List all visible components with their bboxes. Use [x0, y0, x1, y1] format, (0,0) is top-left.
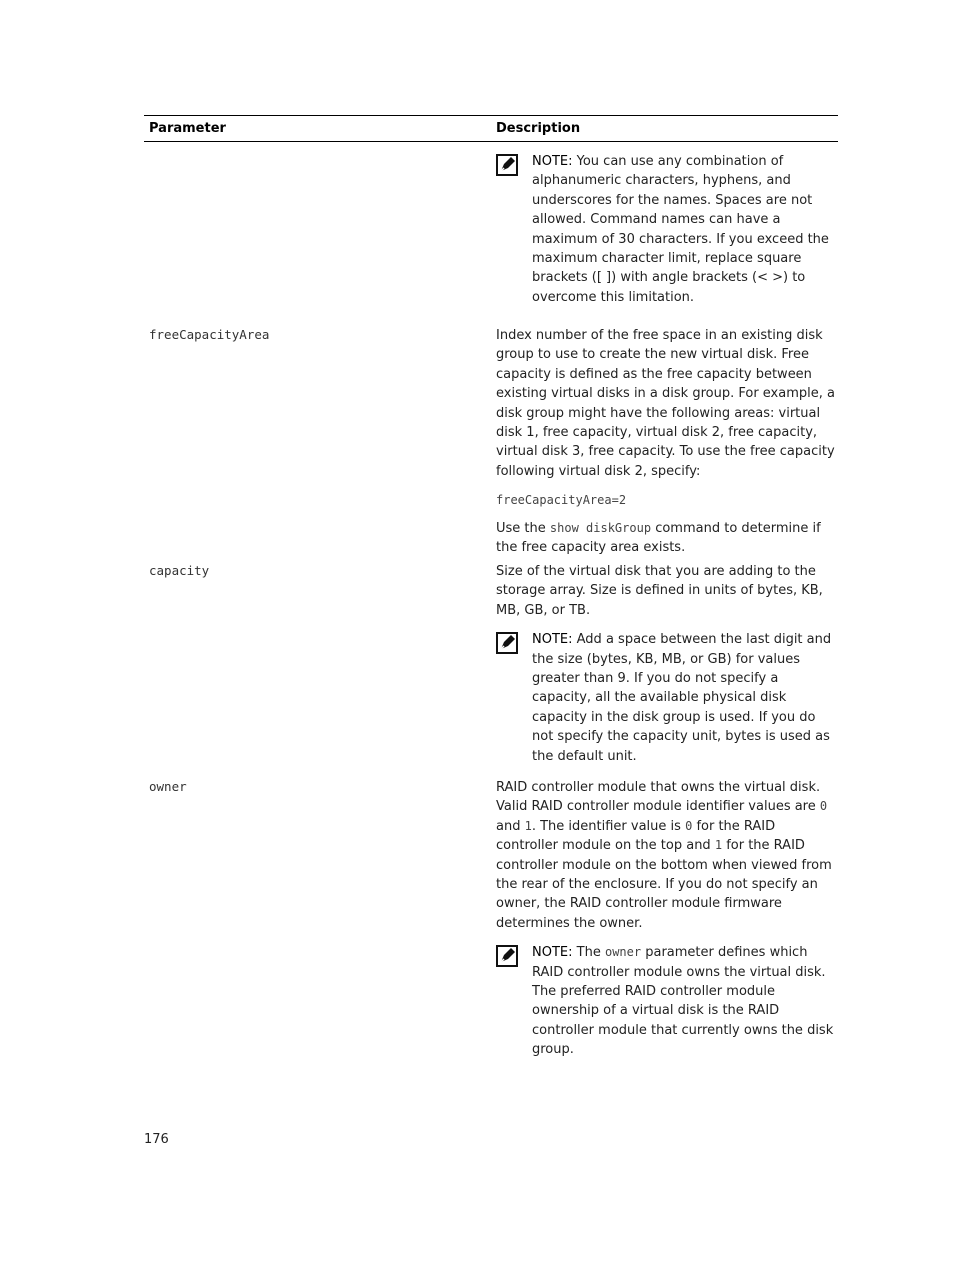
note-text: NOTE: You can use any combination of alphanumeric characters, hyphens, and underscores for the names. Spaces are not allowed. Command names can have a maximum of 30 characters. If you exceed the maximum character limit, replace square brackets ([ ]) with angle brackets (< >) to overcome this limitation. [532, 154, 829, 305]
pencil-note-icon [496, 943, 532, 1059]
header-description: Description [496, 121, 581, 136]
param-cell: capacity [149, 563, 210, 578]
note-label: NOTE: [532, 154, 573, 169]
param-cell: freeCapacityArea [149, 327, 270, 342]
header-parameter: Parameter [149, 121, 226, 136]
note-block [496, 630, 838, 766]
table-row [144, 326, 838, 562]
param-cell: owner [149, 779, 187, 794]
desc-cell [491, 778, 838, 1070]
description-text: Use the show diskGroup command to determine if the free capacity area exists. [496, 520, 821, 556]
note-block [496, 152, 838, 307]
note-block [496, 943, 838, 1059]
pencil-note-icon [496, 152, 532, 307]
table-row [144, 152, 838, 326]
parameter-table [144, 115, 838, 1070]
pencil-note-icon [496, 630, 532, 766]
table-header [144, 115, 838, 142]
description-text: RAID controller module that owns the virtual disk. Valid RAID controller module identifier values are 0 and 1. The identifier value is 0 for the RAID controller module on the top and 1 for the RAID controller module on the bottom when viewed from the rear of the enclosure. If you do not specify an owner, the RAID controller module firmware determines the owner. [496, 780, 832, 931]
param-cell [144, 152, 491, 326]
desc-cell [491, 326, 838, 562]
note-label: NOTE: [532, 945, 573, 961]
note-text: NOTE: Add a space between the last digit and the size (bytes, KB, MB, or GB) for values greater than 9. If you do not specify a capacity, all the available physical disk capacity in the disk group is used. If you do not specify the capacity unit, bytes is used as the default unit. [532, 632, 832, 764]
description-text: Size of the virtual disk that you are adding to the storage array. Size is defined in units of bytes, KB, MB, GB, or TB. [496, 564, 823, 618]
description-text: Index number of the free space in an existing disk group to use to create the new virtual disk. Free capacity is defined as the free capacity between existing virtual disks in a disk group. For example, a disk group might have the following areas: virtual disk 1, free capacity, virtual disk 2, free capacity, virtual disk 3, free capacity. To use the free capacity following virtual disk 2, specify: [496, 328, 835, 479]
table-row [144, 778, 838, 1070]
note-label: NOTE: [532, 632, 573, 648]
note-text: NOTE: The owner parameter defines which RAID controller module owns the virtual disk. The preferred RAID controller module ownership of a virtual disk is the RAID controller module that currently owns the disk group. [532, 945, 834, 1058]
page-number: 176 [144, 1132, 169, 1147]
desc-cell [491, 562, 838, 778]
desc-cell [491, 152, 838, 326]
table-row [144, 562, 838, 778]
example-code: freeCapacityArea=2 [496, 493, 627, 508]
